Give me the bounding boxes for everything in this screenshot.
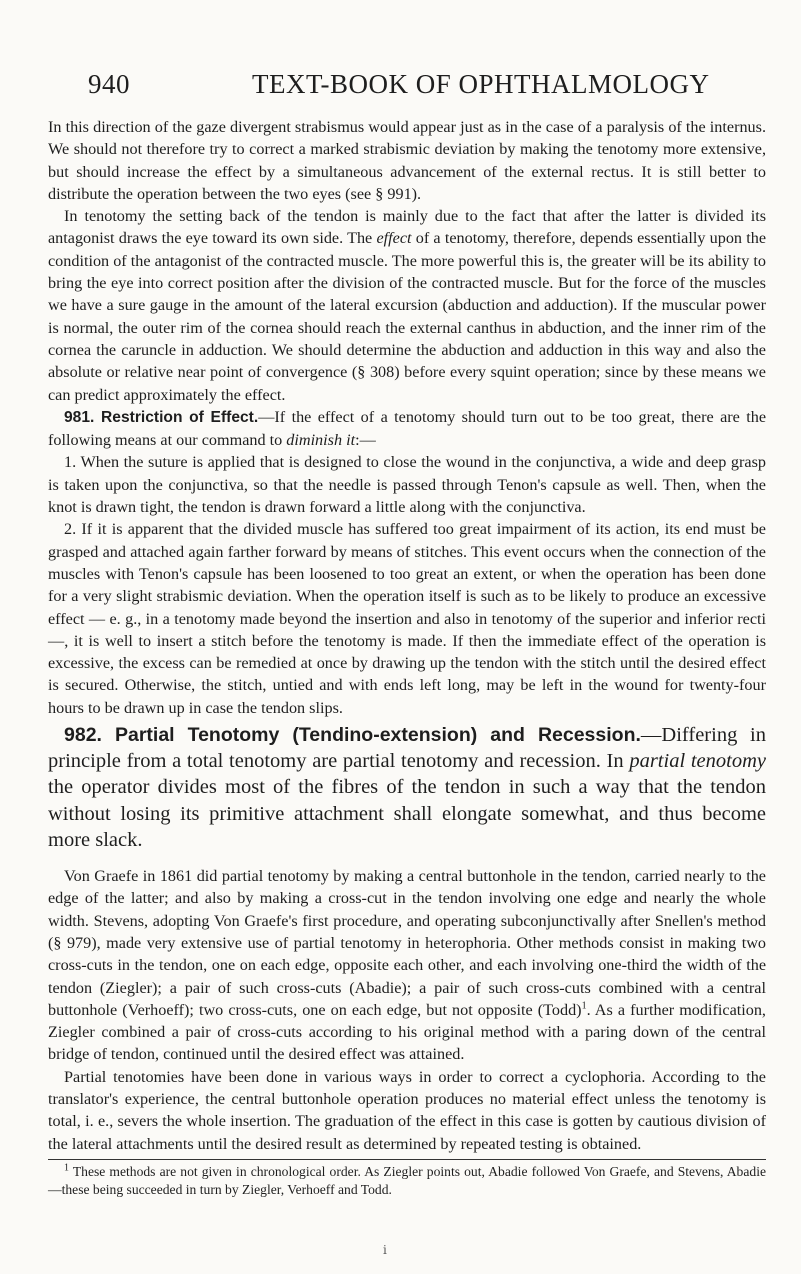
footnote	[48, 1163, 766, 1199]
emphasis-effect: effect	[376, 229, 412, 248]
footnote-marker: 1	[64, 1162, 69, 1174]
page-body	[48, 116, 766, 1199]
paragraph-1: In this direction of the gaze divergent strabismus would appear just as in the case of a paralysis of the internus. We should not therefore try to correct a marked strabismic deviation by making the tenotomy more extensive, but should increase the effect by a simultaneous advancement of the external rectus. It is still better to distribute the operation between the two eyes (see § 991).	[48, 118, 766, 203]
paragraph-8: Partial tenotomies have been done in various ways in order to correct a cyclophoria. According to the translator's experience, the central buttonhole operation produces no material effect unless the tenotomy is total, i. e., severs the whole insertion. The graduation of the effect in this case is gotten by cautious division of the lateral attachments until the desired result as determined by repeated testing is obtained.	[48, 1067, 766, 1153]
paragraph-7	[48, 865, 766, 1066]
print-speck: ⅰ	[383, 1243, 387, 1257]
list-item-1: 1. When the suture is applied that is designed to close the wound in the conjunctiva, a wide and deep grasp is taken upon the conjunctiva, so that the needle is passed through Tenon's capsule as well. Then, when the knot is drawn tight, the tendon is drawn forward a little along with the conjunctiva.	[48, 453, 766, 517]
text-run: of a tenotomy, therefore, depends essentially upon the condition of the antagonist of the contracted muscle. The more powerful this is, the greater will be its ability to bring the eye into correct position after the division of the contracted muscle. But for the force of the muscles we have a sure gauge in the amount of the lateral excursion (abduction and adduction). If the muscular power is normal, the outer rim of the cornea should reach the external canthus in abduction, and the inner rim of the cornea the caruncle in adduction. We should determine the abduction and adduction in this way and also the absolute or relative near point of convergence (§ 308) before every squint operation; since by these means we can predict approximately the effect.	[48, 229, 766, 404]
paragraph-2	[48, 205, 766, 406]
footnote-text: These methods are not given in chronological order. As Ziegler points out, Abadie followed Von Graefe, and Stevens, Abadie—these being succeeded in turn by Ziegler, Verhoeff and Todd.	[48, 1163, 766, 1197]
running-title: TEXT-BOOK OF OPHTHALMOLOGY	[252, 69, 710, 99]
emphasis-diminish: diminish it	[286, 431, 356, 450]
running-header	[88, 64, 748, 104]
footnote-reference: 1	[581, 1000, 587, 1012]
emphasis-partial-tenotomy: partial tenotomy	[629, 750, 766, 773]
section-982	[48, 722, 766, 853]
footnote-divider	[48, 1159, 766, 1160]
section-heading-981: 981. Restriction of Effect.	[64, 408, 259, 426]
text-run: In tenotomy the setting back of the tendon is mainly due to the fact that after the latter is divided its antagonist draws the eye toward its own side. The	[48, 207, 766, 248]
text-run: —Differing in principle from a total tenotomy are partial tenotomy and recession. In	[48, 724, 767, 773]
text-run: Von Graefe in 1861 did partial tenotomy by making a central buttonhole in the tendon, carried nearly to the edge of the latter; and also by making a cross-cut in the tendon involving one edge and nearly the whole width. Stevens, adopting Von Graefe's first procedure, and operating subconjunctivally after Snellen's method (§ 979), made very extensive use of partial tenotomy in heterophoria. Other methods consist in making two cross-cuts in the tendon, one on each edge, opposite each other, and each involving one-third the width of the tendon (Ziegler); a pair of such cross-cuts (Abadie); a pair of such cross-cuts combined with a central buttonhole (Verhoeff); two cross-cuts, one on each edge, but not opposite (Todd)	[48, 867, 766, 1019]
text-run: :—	[355, 431, 376, 450]
section-981	[48, 406, 766, 452]
text-run: . As a further modification, Ziegler combined a pair of cross-cuts according to his original method with a paring down of the central bridge of tendon, continued until the desired effect was attained.	[48, 1000, 766, 1064]
section-heading-982: 982. Partial Tenotomy (Tendino-extension) and Recession.	[64, 724, 641, 747]
text-run: the operator divides most of the fibres of the tendon in such a way that the tendon without losing its primitive attachment shall elongate somewhat, and thus become more slack.	[48, 776, 766, 851]
page-number: 940	[88, 69, 130, 99]
list-item-2: 2. If it is apparent that the divided muscle has suffered too great impairment of its action, its end must be grasped and attached again farther forward by means of stitches. This event occurs when the connection of the muscles with Tenon's capsule has been loosened to too great an extent, or when the operation has been done for a very slight strabismic deviation. When the operation itself is such as to be likely to produce an excessive effect — e. g., in a tenotomy made beyond the insertion and also in tenotomy of the superior and inferior recti—, it is well to insert a stitch before the tenotomy is made. If then the immediate effect of the operation is excessive, the excess can be remedied at once by drawing up the tendon with the stitch until the desired effect is secured. Otherwise, the stitch, untied and with ends left long, may be left in the wound for twenty-four hours to be drawn up in case the tendon slips.	[48, 520, 766, 717]
text-run: —If the effect of a tenotomy should turn out to be too great, there are the following means at our command to	[48, 407, 767, 450]
